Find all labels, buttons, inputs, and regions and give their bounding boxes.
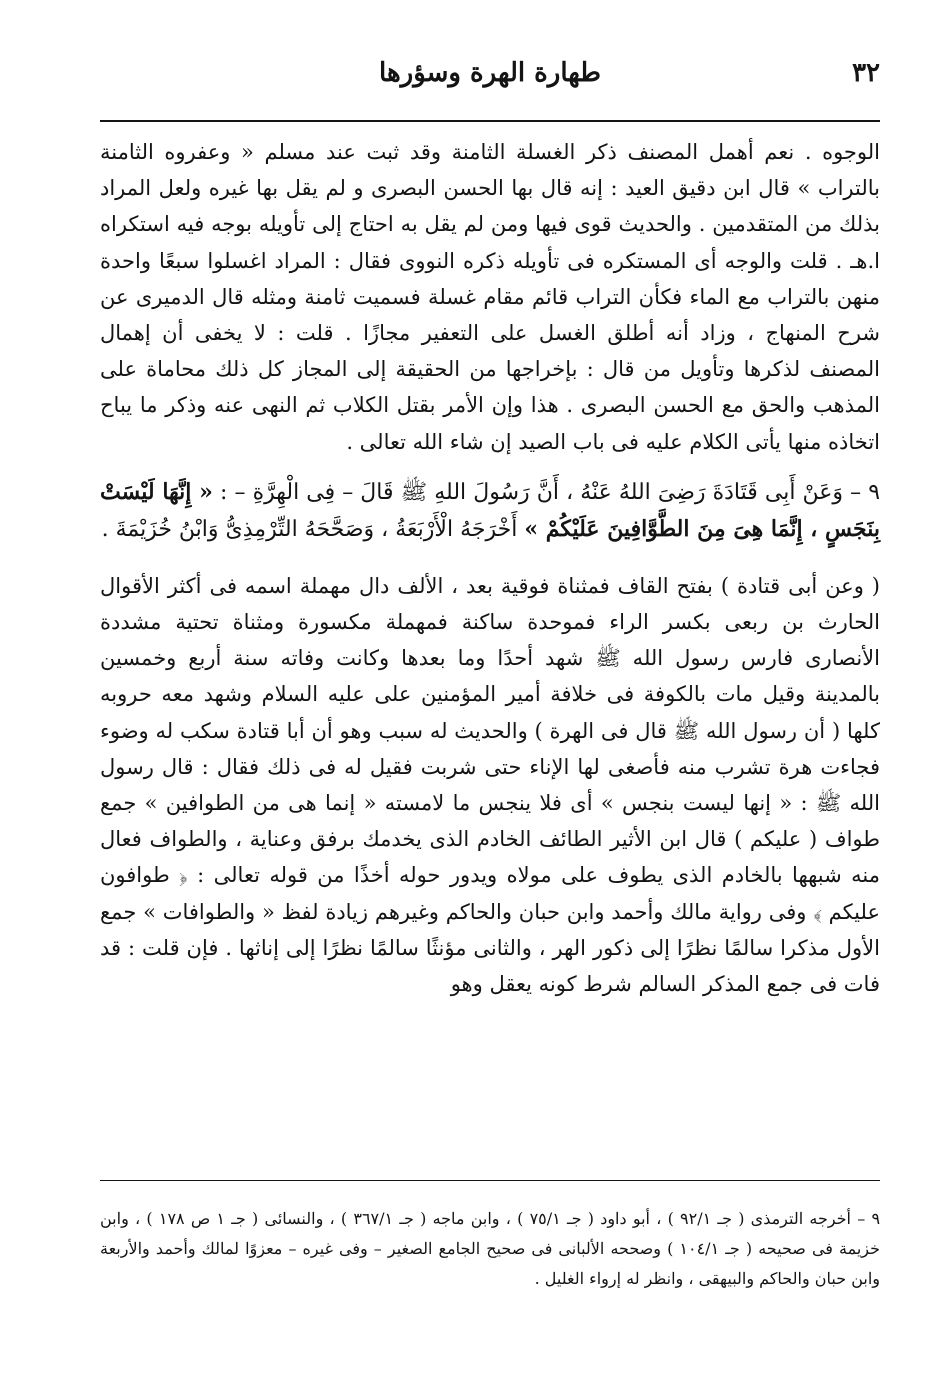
page-header [100,58,880,102]
page-number: ٣٢ [852,58,880,88]
footnotes [100,1204,880,1294]
hadith-intro: ٩ – وَعَنْ أَبِى قَتَادَةَ رَضِىَ اللهُ عَنْهُ ، أَنَّ رَسُولَ اللهِ ﷺ قَالَ – فِى الْهِرَّةِ – : [220,479,881,505]
hadith-paragraph [100,474,880,548]
commentary-paragraph: الوجوه . نعم أهمل المصنف ذكر الغسلة الثامنة وقد ثبت عند مسلم « وعفروه الثامنة بالتراب » قال ابن دقيق العيد : إنه قال بها الحسن البصرى و لم يقل بها غيره ولعل المراد بذلك من المتقدمين . والحديث قوى فيها ومن لم يقل به احتاج إلى تأويله بوجه فيه استكراه ا.هـ . قلت والوجه أى المستكره فى تأويله ذكره النووى فقال : المراد اغسلوا سبعًا واحدة منهن بالتراب مع الماء فكأن التراب قائم مقام غسلة فسميت ثامنة ومثله قال الدميرى عن شرح المنهاج ، وزاد أنه أطلق الغسل على التعفير مجازًا . قلت : لا يخفى أن إهمال المصنف لذكرها وتأويل من قال : بإخراجها من الحقيقة إلى المجاز كل ذلك محاماة على المذهب والحق مع الحسن البصرى . هذا وإن الأمر بقتل الكلاب ثم النهى عنه وذكر ما يباح اتخاذه منها يأتى الكلام عليه فى باب الصيد إن شاء الله تعالى . [100,140,881,454]
hadith-takhrij: أَخْرَجَهُ الْأَرْبَعَةُ ، وَصَحَّحَهُ التِّرْمِذِىُّ وَابْنُ خُزَيْمَةَ . [101,516,518,542]
header-divider [100,120,880,122]
footnote: ٩ – أخرجه الترمذى ( جـ ٩٢/١ ) ، أبو داود ( جـ ٧٥/١ ) ، وابن ماجه ( جـ ٣٦٧/١ ) ، والنسائى ( جـ ١ ص ١٧٨ ) ، وابن خزيمة فى صحيحه ( جـ ١٠٤/١ ) وصححه الألبانى فى صحيح الجامع الصغير – وفى غيره – معزوًا لمالك وأحمد والأربعة وابن حبان والحاكم والبيهقى ، وانظر له إرواء الغليل . [100,1209,881,1288]
main-text [100,134,880,1002]
running-title: طهارة الهرة وسؤرها [379,58,601,88]
hadith-quote: « إِنَّهَا لَيْسَتْ بِنَجَسٍ ، إِنَّمَا هِىَ مِنَ الطَّوَّافِينَ عَلَيْكُمْ » [100,478,880,542]
explanation-paragraph: ( وعن أبى قتادة ) بفتح القاف فمثناة فوقية بعد ، الألف دال مهملة اسمه فى أكثر الأقوال الحارث بن ربعى بكسر الراء فموحدة ساكنة فمهملة مكسورة ومثناة تحتية مشددة الأنصارى فارس رسول الله ﷺ شهد أحدًا وما بعدها وكانت وفاته سنة أربع وخمسين بالمدينة وقيل مات بالكوفة فى خلافة أمير المؤمنين على عليه السلام وشهد معه حروبه كلها ( أن رسول الله ﷺ قال فى الهرة ) والحديث له سبب وهو أن أبا قتادة سكب له وضوء فجاءت هرة تشرب منه فأصغى لها الإناء حتى شربت فقيل له فى ذلك فقال : قال رسول الله ﷺ : « إنها ليست بنجس » أى فلا ينجس ما لامسته « إنما هى من الطوافين » جمع طواف ( عليكم ) قال ابن الأثير الطائف الخادم الذى يخدمك برفق وعناية ، والطواف فعال منه شبهها بالخادم الذى يطوف على مولاه ويدور حوله أخذًا من قوله تعالى : ﴿ طوافون عليكم ﴾ وفى رواية مالك وأحمد وابن حبان والحاكم وغيرهم زيادة لفظ « والطوافات » جمع الأول مذكرا سالمًا نظرًا إلى ذكور الهر ، والثانى مؤنثًا سالمًا نظرًا إلى إناثها . فإن قلت : قد فات فى جمع المذكر السالم شرط كونه يعقل وهو [100,573,880,997]
footnote-divider [100,1180,880,1181]
